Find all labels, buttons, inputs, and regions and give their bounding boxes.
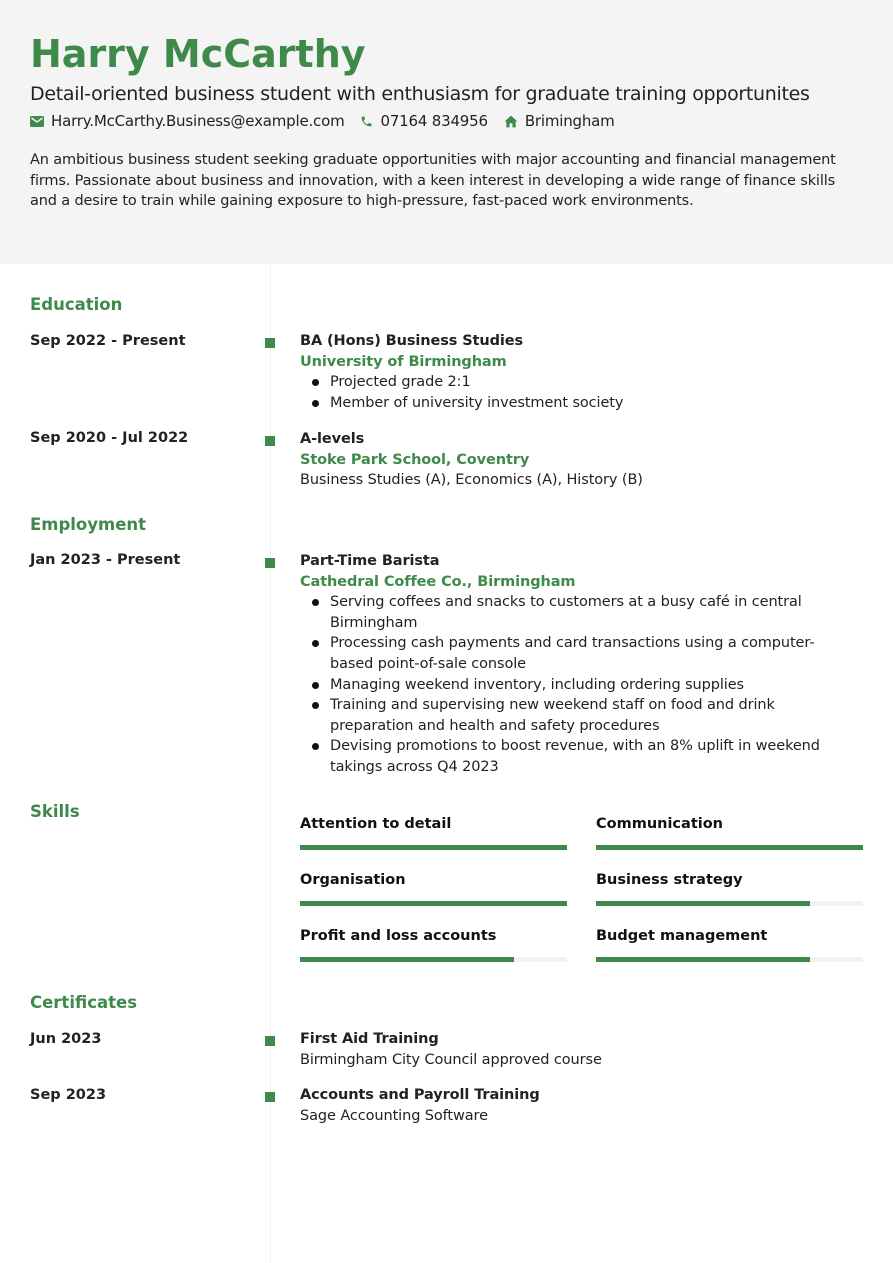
entry-organisation: University of Birmingham	[300, 353, 507, 370]
skill-bar-fill	[596, 845, 863, 850]
education-date-2: Sep 2020 - Jul 2022	[30, 430, 189, 446]
entry-title: First Aid Training	[300, 1031, 439, 1047]
education-entry-2	[300, 429, 855, 491]
skill-item	[300, 872, 567, 906]
section-title-employment: Employment	[30, 515, 147, 534]
skill-label: Business strategy	[596, 872, 743, 888]
skill-bar-fill	[300, 845, 567, 850]
employment-entry-1	[300, 551, 855, 778]
bullet-list	[300, 372, 855, 413]
entry-description: Birmingham City Council approved course	[300, 1051, 602, 1068]
education-date-1: Sep 2022 - Present	[30, 333, 186, 349]
section-title-skills: Skills	[30, 802, 80, 821]
skill-item	[596, 928, 863, 962]
tagline: Detail-oriented business student with enthusiasm for graduate training opportunites	[30, 83, 810, 105]
skill-label: Attention to detail	[300, 816, 452, 832]
list-item: Member of university investment society	[300, 393, 855, 414]
certificate-entry-2	[300, 1085, 855, 1126]
contact-location	[504, 112, 615, 130]
email-text: Harry.McCarthy.Business@example.com	[51, 112, 345, 130]
certificate-entry-1	[300, 1029, 855, 1070]
section-title-education: Education	[30, 295, 123, 314]
skill-bar	[596, 901, 863, 906]
employment-date-1: Jan 2023 - Present	[30, 552, 181, 568]
skill-bar	[300, 957, 567, 962]
entry-title: Accounts and Payroll Training	[300, 1087, 540, 1103]
skill-label: Budget management	[596, 928, 768, 944]
list-item: Devising promotions to boost revenue, with an 8% uplift in weekend takings across Q4 2023	[300, 736, 855, 777]
skill-bar	[300, 901, 567, 906]
list-item: Serving coffees and snacks to customers at a busy café in central Birmingham	[300, 592, 855, 633]
skill-label: Organisation	[300, 872, 406, 888]
mail-icon	[30, 116, 44, 127]
skill-bar	[300, 845, 567, 850]
list-item: Processing cash payments and card transactions using a computer-based point-of-sale console	[300, 633, 855, 674]
education-entry-1	[300, 331, 855, 413]
phone-text: 07164 834956	[380, 112, 488, 130]
candidate-name: Harry McCarthy	[30, 32, 366, 76]
list-item: Managing weekend inventory, including ordering supplies	[300, 675, 855, 696]
timeline-marker	[265, 436, 275, 446]
skill-bar-fill	[300, 901, 567, 906]
location-text: Brimingham	[524, 112, 615, 130]
skill-label: Communication	[596, 816, 724, 832]
timeline-marker	[265, 1036, 275, 1046]
skill-bar-fill	[596, 957, 810, 962]
entry-title: BA (Hons) Business Studies	[300, 333, 524, 349]
bullet-list	[300, 592, 855, 777]
timeline-marker	[265, 1092, 275, 1102]
certificate-date-2: Sep 2023	[30, 1087, 107, 1103]
phone-icon	[360, 115, 373, 128]
skill-item	[300, 928, 567, 962]
list-item: Training and supervising new weekend staff on food and drink preparation and health and safety procedures	[300, 695, 855, 736]
skill-bar	[596, 845, 863, 850]
skill-item	[596, 872, 863, 906]
certificate-date-1: Jun 2023	[30, 1031, 102, 1047]
entry-description: Sage Accounting Software	[300, 1107, 488, 1124]
entry-title: A-levels	[300, 431, 365, 447]
contact-row	[30, 112, 631, 130]
entry-description: Business Studies (A), Economics (A), History (B)	[300, 472, 643, 489]
profile-summary: An ambitious business student seeking graduate opportunities with major accounting and financial management firms. Passionate about business and innovation, with a keen interest in developing a wide range of finance skills and a desire to train while gaining exposure to high-pressure, fast-paced work environments.	[30, 152, 836, 210]
home-icon	[504, 115, 518, 128]
timeline-marker	[265, 338, 275, 348]
skill-label: Profit and loss accounts	[300, 928, 497, 944]
entry-organisation: Cathedral Coffee Co., Birmingham	[300, 573, 576, 590]
section-title-certificates: Certificates	[30, 993, 138, 1012]
timeline-divider	[270, 264, 271, 1263]
resume-header	[0, 0, 893, 264]
list-item: Projected grade 2:1	[300, 372, 855, 393]
skill-bar	[596, 957, 863, 962]
contact-email[interactable]	[30, 112, 344, 130]
skill-bar-fill	[300, 957, 514, 962]
skill-bar-fill	[596, 901, 810, 906]
timeline-marker	[265, 558, 275, 568]
skill-item	[300, 816, 567, 850]
skill-item	[596, 816, 863, 850]
entry-organisation: Stoke Park School, Coventry	[300, 451, 530, 468]
contact-phone[interactable]	[360, 112, 487, 130]
entry-title: Part-Time Barista	[300, 553, 440, 569]
